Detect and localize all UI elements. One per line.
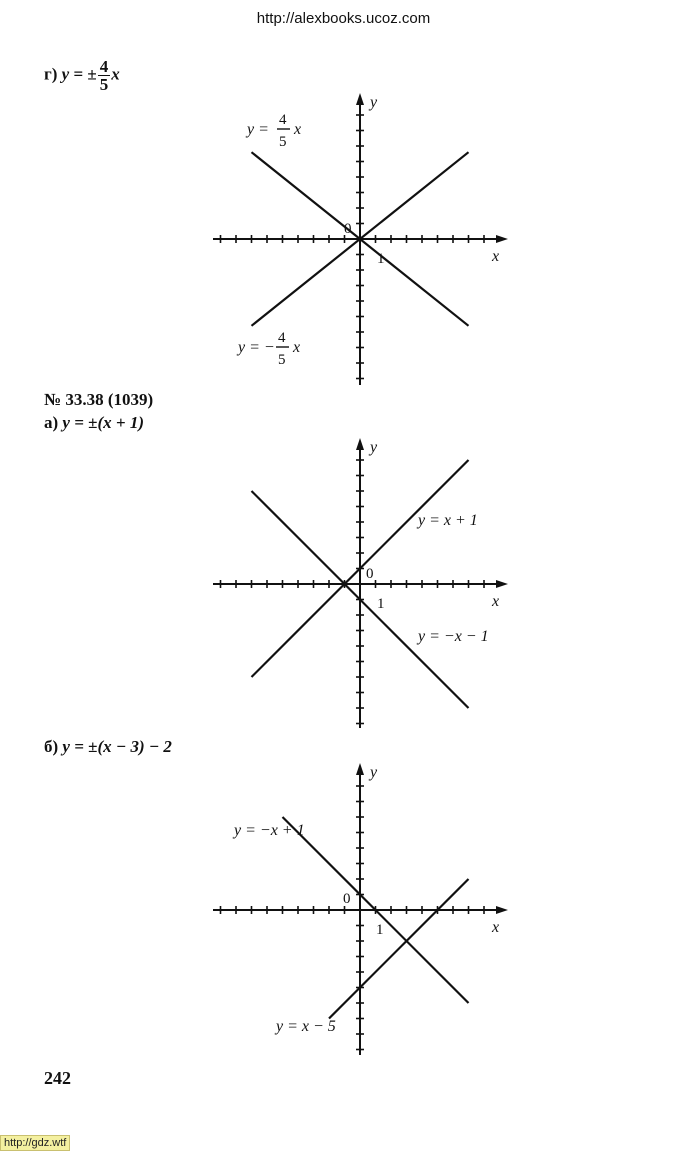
watermark-link[interactable]: http://gdz.wtf: [0, 1135, 70, 1151]
series-label: y = −x + 1: [234, 822, 305, 839]
unit-label: 1: [377, 251, 385, 267]
series-label-var: x: [293, 339, 301, 356]
series-label-denominator: 5: [278, 352, 286, 368]
x-axis-arrow: [496, 906, 508, 914]
origin-label: 0: [366, 566, 374, 582]
section-g-label: г): [44, 64, 58, 84]
series-label-lhs: y = −: [238, 339, 275, 356]
x-axis-label: x: [492, 919, 500, 936]
series-label: y = −x − 1: [418, 628, 489, 645]
series-label-numerator: 4: [279, 112, 287, 128]
y-axis-label: y: [370, 439, 378, 456]
site-url: http://alexbooks.ucoz.com: [256, 10, 431, 27]
y-axis-label: y: [370, 94, 378, 111]
series-label-denominator: 5: [279, 134, 287, 150]
section-g-var: x: [111, 64, 120, 84]
section-g-lhs: y = ±: [61, 64, 97, 84]
fraction-denominator: 5: [99, 75, 109, 94]
series-label-var: x: [294, 121, 302, 138]
y-axis-label: y: [370, 764, 378, 781]
series-label: y = x + 1: [418, 512, 478, 529]
series-label: y = x − 5: [276, 1018, 336, 1035]
section-a-label: а): [44, 413, 59, 432]
section-b-equation: y = ±(x − 3) − 2: [62, 737, 172, 756]
series-label-numerator: 4: [278, 330, 286, 346]
x-axis-label: x: [492, 593, 500, 610]
y-axis-arrow: [356, 763, 364, 775]
unit-label: 1: [376, 922, 384, 938]
origin-label: 0: [344, 221, 352, 237]
problem-number: № 33.38 (1039): [44, 390, 154, 409]
series-label-lhs: y =: [247, 121, 269, 138]
unit-label: 1: [377, 596, 385, 612]
section-b-label: б): [44, 737, 59, 756]
x-axis-label: x: [492, 248, 500, 265]
fraction-numerator: 4: [99, 57, 109, 76]
page-number: 242: [44, 1068, 71, 1088]
origin-label: 0: [343, 891, 351, 907]
section-a-equation: y = ±(x + 1): [62, 413, 144, 432]
